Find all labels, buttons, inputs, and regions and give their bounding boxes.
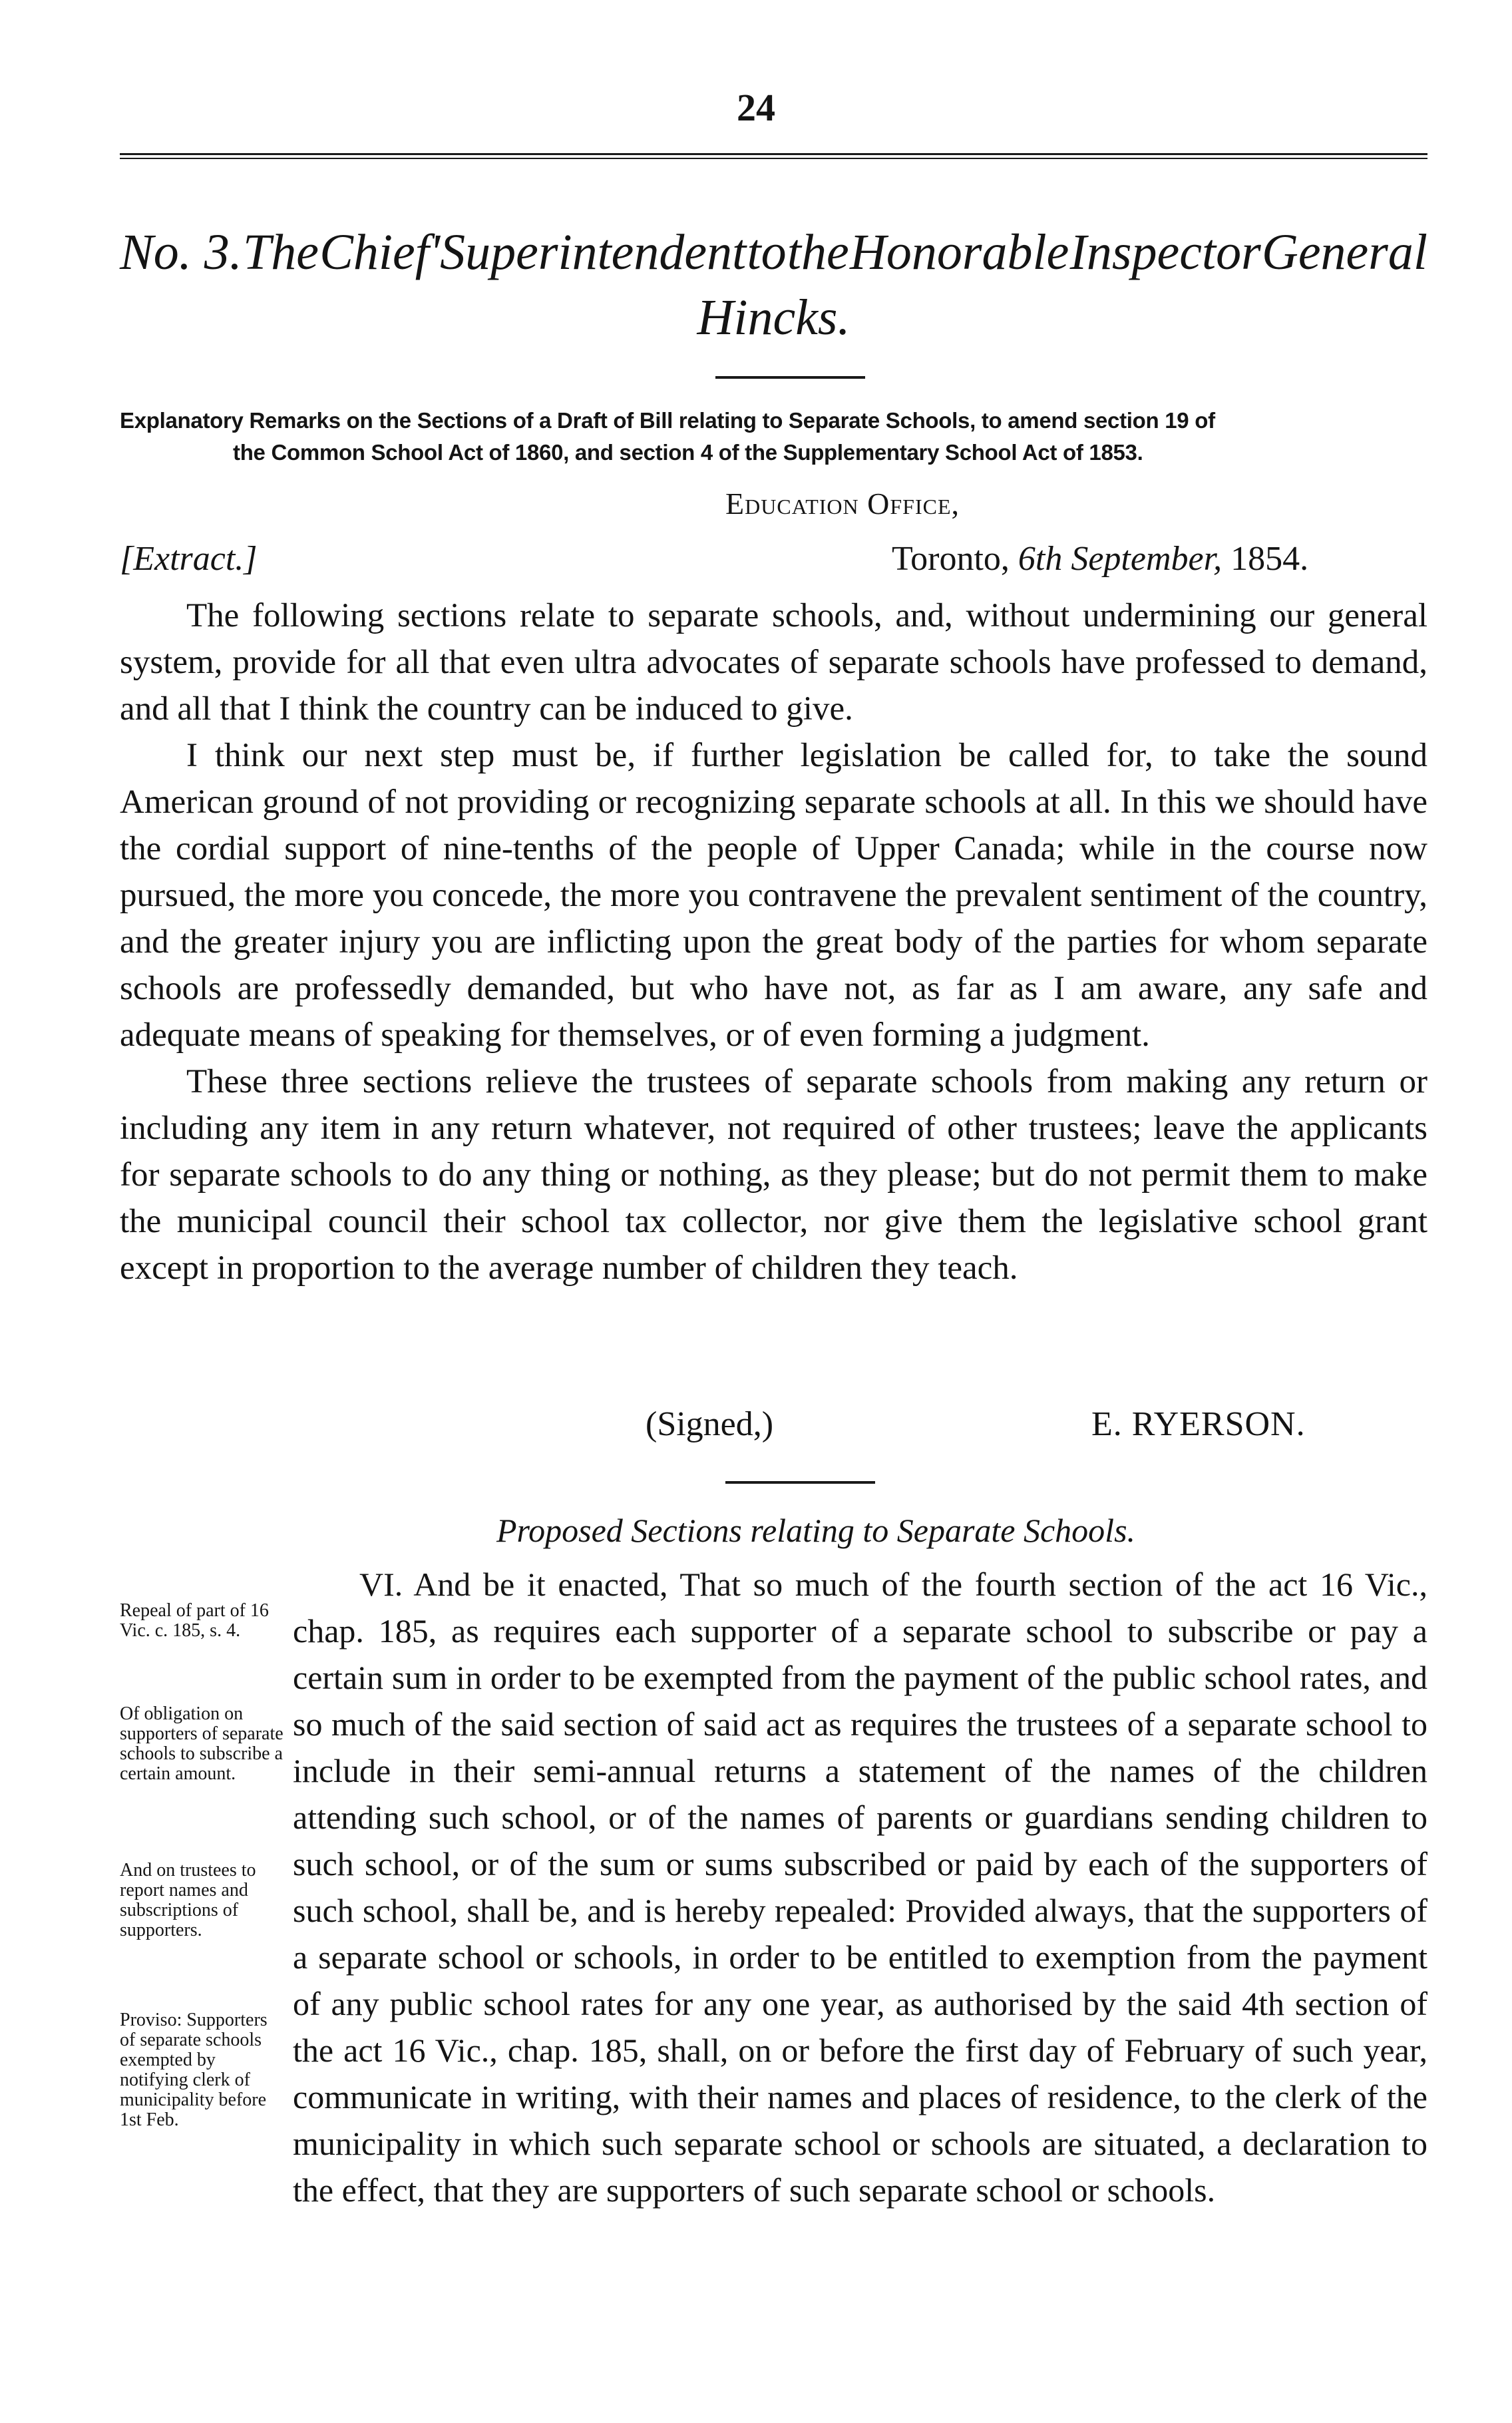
letter-paragraph: I think our next step must be, if further legislation be called for, to take the sound American ground of not providing or recognizing separate schools at all. In this we should have the cordial support of nine-tenths of the people of Upper Canada; while in the course now pursued, the more you concede, the more you contravene the prevalent sentiment of the country, and the greater injury you are inflicting upon the great body of the parties for whom separate schools are professedly demanded, but who have not, as far as I am aware, any safe and adequate means of speaking for themselves, or of even forming a judgment.	[120, 737, 1427, 1054]
explanatory-line-1: Explanatory Remarks on the Sections of a Draft of Bill relating to Separate Schools, to amend section 19 of	[120, 408, 1215, 433]
margin-note-trustees: And on trustees to report names and subscriptions of supporters.	[120, 1860, 256, 1940]
section-vi-text	[293, 1561, 1427, 2213]
dateline-year: 1854.	[1230, 540, 1309, 578]
margin-note-obligation: Of obligation on supporters of separate schools to subscribe a certain amount.	[120, 1703, 284, 1784]
title-line-1	[120, 220, 1427, 285]
margin-note-proviso: Proviso: Supporters of separate schools exempted by notifying clerk of municipality before 1st Feb.	[120, 2010, 268, 2130]
signature-block	[120, 1405, 1427, 1451]
margin-note-repeal: Repeal of part of 16 Vic. c. 185, s. 4.	[120, 1600, 269, 1641]
title-divider	[715, 376, 865, 379]
explanatory-remarks	[120, 405, 1444, 469]
office-heading: Education Office,	[725, 487, 960, 521]
title-word: the	[787, 224, 849, 280]
signatory-name: E. RYERSON.	[1091, 1405, 1306, 1443]
section-paragraph: VI. And be it enacted, That so much of the fourth section of the act 16 Vic., chap. 185, as requires each supporter of a separate school to subscribe or pay a certain sum in order to be exempted from the payment of the public school rates, and so much of the said section of said act as requires the trustees of a separate school to include in their semi-annual returns a statement of the names of the children attending such school, or of the names of parents or guardians sending children to such school, or of the sum or sums subscribed or paid by each of the supporters of such school, shall be, and is hereby repealed: Provided always, that the supporters of a separate school or schools, in order to be entitled to exemption from the payment of any public school rates for any one year, as authorised by the said 4th section of the act 16 Vic., chap. 185, shall, on or before the first day of February of such year, communicate in writing, with their names and places of residence, to the clerk of the municipality in which such separate school or schools are situated, a declaration to the effect, that they are supporters of such separate school or schools.	[293, 1566, 1427, 2209]
title-word: Chief'Superintendent	[319, 224, 747, 280]
explanatory-line-2: the Common School Act of 1860, and section 4 of the Supplementary School Act of 1853.	[233, 440, 1143, 465]
signed-label: (Signed,)	[646, 1405, 774, 1443]
proposed-sections-heading: Proposed Sections relating to Separate Schools.	[496, 1512, 1136, 1549]
extract-label: [Extract.]	[120, 540, 258, 578]
letter-body	[120, 592, 1427, 1291]
dateline	[892, 539, 1308, 578]
title-word: No. 3.	[120, 224, 242, 280]
dateline-place: Toronto,	[892, 540, 1010, 578]
title-word: General	[1261, 224, 1427, 280]
letter-paragraph: These three sections relieve the trustees of separate schools from making any return or including any item in any return whatever, not required of other trustees; leave the applicants for separate schools to do any thing or nothing, as they please; but do not permit them to make the municipal council their school tax collector, nor give them the legislative school grant except in proportion to the average number of children they teach.	[120, 1063, 1427, 1287]
letter-paragraph: The following sections relate to separate schools, and, without undermining our general system, provide for all that even ultra advocates of separate schools have professed to demand, and all that I think the country can be induced to give.	[120, 597, 1427, 728]
title-word: to	[747, 224, 787, 280]
document-title	[120, 220, 1427, 350]
title-word: Inspector	[1069, 224, 1261, 280]
title-word: Honorable	[850, 224, 1069, 280]
page-number: 24	[737, 86, 775, 129]
header-double-rule	[120, 153, 1427, 159]
dateline-date: 6th September,	[1018, 540, 1223, 578]
title-word: The	[242, 224, 319, 280]
title-line-2: Hincks.	[697, 290, 850, 345]
section-divider	[725, 1481, 875, 1484]
